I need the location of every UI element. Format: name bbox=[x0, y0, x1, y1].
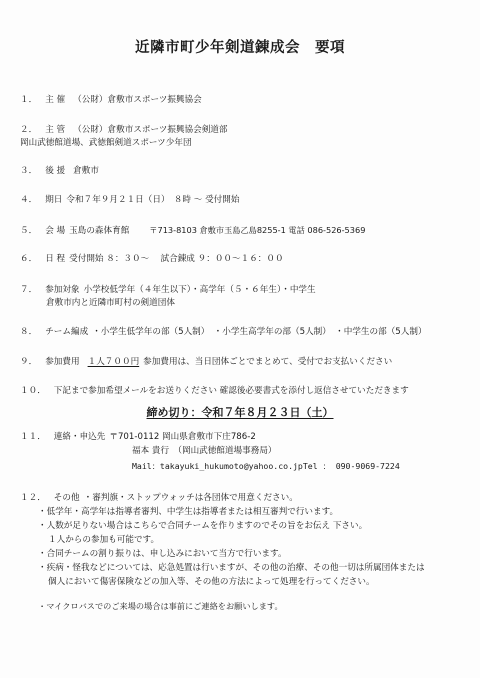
section-11-number: １１． bbox=[20, 432, 46, 442]
section-8-label: チーム編成 bbox=[45, 327, 89, 337]
section-3-number: ３． bbox=[20, 166, 38, 176]
section-9-label: 参加費用 bbox=[45, 357, 80, 367]
section-1-text: （公財）倉敷市スポーツ振興協会 bbox=[73, 95, 202, 105]
section-4-number: ４． bbox=[20, 195, 38, 205]
section-7-text: 小学校低学年（４年生以下）・高学年（５・６年生）・中学生 bbox=[83, 285, 316, 295]
section-6 bbox=[20, 254, 284, 265]
section-10-text: 下記まで参加希望メールをお送りください 確認後必要書式を添付し返信させていただきます bbox=[53, 386, 409, 396]
section-1-number: １． bbox=[20, 95, 38, 105]
section-11-mail-text: Mail：takayuki_hukumoto@yahoo.co.jpTel ： 090-9069-7224 bbox=[132, 461, 400, 471]
section-6-label: 日 程 bbox=[45, 254, 66, 264]
section-12-bullet-2: ・人数が足りない場合はこちらで合同チームを作りますのでその旨をお伝え 下さい。 bbox=[38, 521, 368, 531]
section-12-text: ・審判旗・ストップウォッチは各団体で用意ください。 bbox=[83, 493, 298, 503]
section-11-label: 連絡・申込先 bbox=[53, 432, 106, 442]
section-9-number: ９． bbox=[20, 357, 38, 367]
section-7-label: 参加対象 bbox=[45, 285, 80, 295]
section-9 bbox=[20, 357, 392, 368]
section-3-text: 倉敷市 bbox=[73, 166, 99, 176]
section-1 bbox=[20, 95, 202, 106]
section-8-text: ・小学生低学年の部（5人制） ・小学生高学年の部（5人制） ・中学生の部（5人制） bbox=[92, 327, 427, 337]
section-11 bbox=[20, 432, 256, 443]
section-12-bullet-3: ・合同チームの割り振りは、申し込みにおいて当方で行います。 bbox=[38, 549, 287, 559]
section-3-label: 後 援 bbox=[45, 166, 66, 176]
deadline bbox=[0, 404, 480, 420]
section-11-address: 〒701-0112 岡山県倉敷市下庄786-2 bbox=[109, 432, 256, 442]
section-7-number: ７． bbox=[20, 285, 38, 295]
section-8-number: ８． bbox=[20, 327, 38, 337]
section-2-text: （公財）倉敷市スポーツ振興協会剣道部 bbox=[73, 125, 228, 135]
section-12-bullet-4b: 個人において傷害保険などの加入等、その他の方法によって処理を行ってください。 bbox=[48, 577, 375, 587]
section-12 bbox=[20, 493, 298, 504]
section-5-venue: 玉島の森体育館 bbox=[69, 226, 130, 236]
section-4-text: 令和７年９月２１日（日） ８時 〜 受付開始 bbox=[66, 195, 240, 205]
section-6-text: 受付開始 ８：３０〜 試合錬成 ９：００〜１６：００ bbox=[69, 254, 284, 264]
section-2-number: ２． bbox=[20, 125, 38, 135]
section-4 bbox=[20, 195, 239, 206]
section-6-number: ６． bbox=[20, 254, 38, 264]
section-8 bbox=[20, 327, 427, 338]
section-5-label: 会 場 bbox=[45, 226, 66, 236]
section-2 bbox=[20, 125, 227, 136]
section-2-label: 主 管 bbox=[45, 125, 66, 135]
section-1-label: 主 催 bbox=[45, 95, 66, 105]
section-7-line2: 倉敷市内と近隣市町村の剣道団体 bbox=[46, 298, 175, 308]
section-5 bbox=[20, 225, 365, 237]
section-12-bullet-4: ・疾病・怪我などについては、応急処置は行いますが、その他の治療、その他一切は所属団体または bbox=[38, 563, 425, 573]
document-title: 近隣市町少年剣道錬成会 要項 bbox=[135, 40, 345, 56]
section-10-number: １０． bbox=[20, 386, 46, 396]
section-11-contact: 福本 貴行 （岡山武徳館道場事務局） bbox=[132, 446, 277, 456]
deadline-text: 締め切り：令和７年８月２３日（土） bbox=[146, 406, 334, 419]
section-9-text: 参加費用は、当日団体ごとでまとめて、受付でお支払いください bbox=[143, 357, 393, 367]
section-2-line2: 岡山武徳館道場、武徳館剣道スポーツ少年団 bbox=[20, 138, 192, 148]
section-5-address: 〒713-8103 倉敷市玉島乙島8255-1 電話 086-526-5369 bbox=[149, 225, 366, 235]
section-11-mail bbox=[132, 461, 400, 473]
section-10 bbox=[20, 386, 409, 397]
section-7 bbox=[20, 285, 316, 296]
section-12-number: １２． bbox=[20, 493, 46, 503]
section-4-label: 期日 bbox=[45, 195, 63, 205]
section-9-fee: １人７００円 bbox=[87, 357, 140, 367]
section-12-bullet-1: ・低学年・高学年は指導者審判、中学生は指導者または相互審判で行います。 bbox=[38, 507, 339, 517]
section-12-bullet-5: ・マイクロバスでのご来場の場合は事前にご連絡をお願いします。 bbox=[38, 601, 283, 611]
section-12-label: その他 bbox=[53, 493, 80, 503]
section-12-bullet-2b: １人からの参加も可能です。 bbox=[48, 535, 160, 545]
section-3 bbox=[20, 166, 99, 177]
section-5-number: ５． bbox=[20, 226, 38, 236]
